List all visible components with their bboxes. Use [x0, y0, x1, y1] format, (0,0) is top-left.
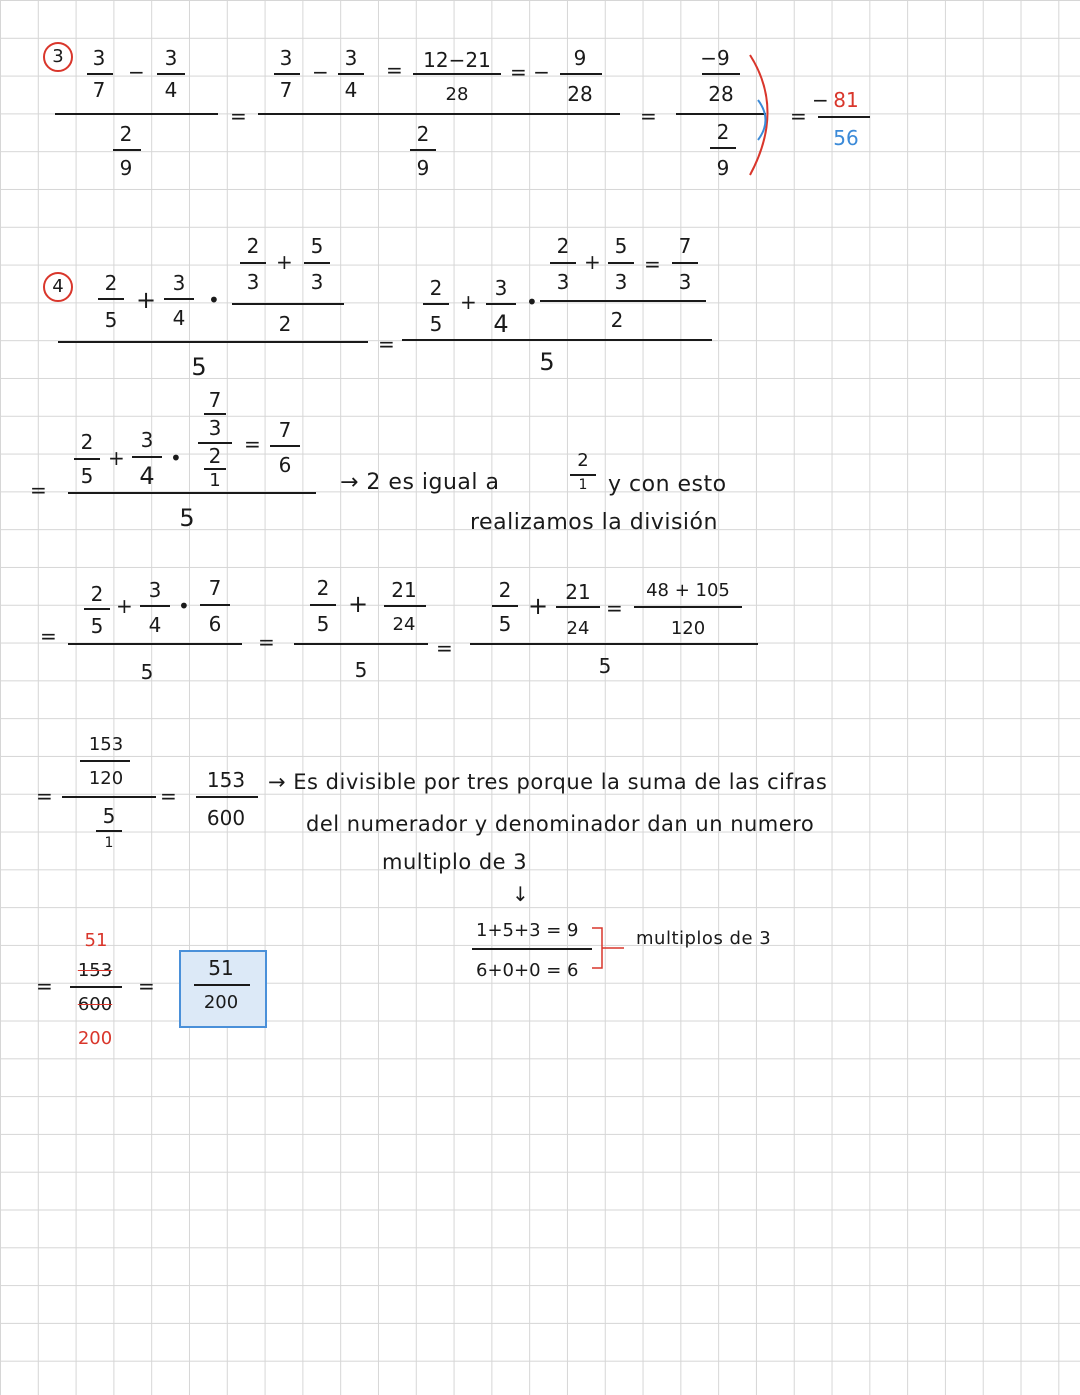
fraction-numerator: 2 — [119, 122, 133, 146]
fraction-numerator: 5 — [310, 234, 324, 258]
fraction-numerator: 12−21 — [423, 48, 491, 72]
fraction-bar — [157, 73, 185, 75]
fraction-numerator: −9 — [700, 46, 730, 70]
blue-bracket-icon — [755, 95, 775, 145]
fraction-denominator: 5 — [429, 312, 443, 336]
fraction-denominator: 2 — [610, 308, 624, 332]
exercise-number-4: 4 — [43, 272, 73, 302]
exercise-number-3: 3 — [43, 42, 73, 72]
fraction-numerator: 3 — [164, 46, 178, 70]
fraction-bar — [200, 604, 230, 606]
fraction-bar — [556, 606, 600, 608]
fraction-bar — [310, 604, 336, 606]
fraction-bar — [486, 303, 516, 305]
fraction-denominator: 5 — [539, 348, 555, 376]
minus-sign: − — [128, 60, 145, 84]
note-text: del numerador y denominador dan un numero — [306, 812, 815, 836]
fraction-numerator: 3 — [208, 416, 222, 440]
fraction-bar — [164, 298, 194, 300]
fraction-bar — [702, 73, 740, 75]
fraction-numerator: 2 — [246, 234, 260, 258]
equals-sign: = — [258, 630, 275, 654]
fraction-numerator: 21 — [391, 578, 417, 602]
plus-sign: + — [584, 250, 601, 274]
fraction-denominator: 28 — [567, 82, 593, 106]
fraction-numerator: 2 — [316, 576, 330, 600]
fraction-denominator: 5 — [598, 654, 612, 678]
fraction-denominator: 4 — [164, 78, 178, 102]
dot-operator: • — [526, 290, 538, 314]
fraction-numerator: 2 — [556, 234, 570, 258]
fraction-bar — [550, 262, 576, 264]
fraction-denominator: 5 — [316, 612, 330, 636]
fraction-bar — [87, 73, 113, 75]
main-fraction-bar — [258, 113, 620, 115]
fraction-denominator: 7 — [92, 78, 106, 102]
fraction-numerator: 2 — [104, 271, 118, 295]
fraction-denominator: 5 — [179, 504, 195, 532]
note-text: multiplos de 3 — [636, 928, 772, 949]
plus-sign: + — [108, 446, 125, 470]
equals-sign: = — [790, 104, 807, 128]
fraction-bar — [710, 147, 736, 149]
fraction-bar — [634, 606, 742, 608]
fraction-denominator: 28 — [445, 84, 469, 105]
note-fraction-bar — [570, 474, 596, 476]
fraction-numerator: 2 — [90, 582, 104, 606]
final-numerator: 51 — [208, 956, 234, 980]
note-text: → Es divisible por tres porque la suma de las cifras — [268, 770, 828, 794]
main-fraction-bar — [62, 796, 156, 798]
fraction-numerator: 5 — [102, 804, 116, 828]
fraction-bar — [196, 796, 258, 798]
fraction-denominator: 3 — [556, 270, 570, 294]
fraction-numerator: 3 — [92, 46, 106, 70]
note-text: realizamos la división — [470, 510, 718, 535]
note-fraction-numerator: 2 — [577, 450, 589, 471]
plus-sign: + — [116, 594, 133, 618]
fraction-denominator: 600 — [206, 806, 246, 830]
equals-sign: = — [640, 104, 657, 128]
fraction-numerator: 7 — [208, 576, 222, 600]
equals-sign: = — [36, 784, 53, 808]
equals-sign: = — [244, 432, 261, 456]
fraction-bar — [304, 262, 330, 264]
result-numerator: 81 — [833, 88, 859, 112]
fraction-numerator: 7 — [278, 418, 292, 442]
dot-operator: • — [208, 288, 220, 312]
equals-sign: = — [160, 784, 177, 808]
fraction-denominator: 3 — [614, 270, 628, 294]
fraction-bar — [113, 149, 141, 151]
fraction-bar — [204, 413, 226, 415]
main-fraction-bar — [68, 643, 242, 645]
fraction-denominator: 6 — [208, 612, 222, 636]
fraction-numerator: 2 — [498, 578, 512, 602]
fraction-denominator: 9 — [416, 156, 430, 180]
fraction-numerator: 9 — [573, 46, 587, 70]
fraction-numerator: 5 — [614, 234, 628, 258]
fraction-denominator: 6 — [278, 453, 292, 477]
fraction-numerator: 3 — [494, 276, 508, 300]
fraction-bar — [270, 445, 300, 447]
fraction-denominator: 1 — [104, 835, 114, 851]
fraction-bar — [74, 458, 100, 460]
fraction-denominator: 4 — [139, 462, 155, 490]
fraction-bar — [84, 608, 110, 610]
dot-operator: • — [178, 594, 190, 618]
plus-sign: + — [276, 250, 293, 274]
equals-sign: = — [378, 332, 395, 356]
fraction-denominator: 5 — [354, 658, 368, 682]
fraction-denominator: 4 — [172, 306, 186, 330]
fraction-bar — [540, 300, 706, 302]
main-fraction-bar — [294, 643, 428, 645]
equals-sign: = — [436, 636, 453, 660]
fraction-numerator: 153 — [77, 960, 113, 981]
fraction-denominator: 5 — [104, 308, 118, 332]
fraction-numerator: 3 — [148, 578, 162, 602]
fraction-bar — [96, 830, 122, 832]
digit-sum: 6+0+0 = 6 — [476, 960, 579, 981]
minus-sign: − — [312, 60, 329, 84]
fraction-bar — [274, 73, 300, 75]
fraction-denominator: 9 — [119, 156, 133, 180]
plus-sign: + — [460, 290, 477, 314]
fraction-denominator: 5 — [90, 614, 104, 638]
equals-sign: = — [40, 624, 57, 648]
main-fraction-bar — [470, 643, 758, 645]
fraction-numerator: 2 — [416, 122, 430, 146]
fraction-bar — [140, 605, 170, 607]
fraction-denominator: 3 — [246, 270, 260, 294]
note-fraction-denominator: 1 — [578, 477, 588, 493]
fraction-denominator: 5 — [191, 353, 207, 381]
result-bar — [818, 116, 870, 118]
fraction-denominator: 5 — [498, 612, 512, 636]
fraction-denominator: 28 — [708, 82, 734, 106]
fraction-numerator: 2 — [208, 444, 222, 468]
final-denominator: 200 — [203, 992, 239, 1013]
final-fraction-bar — [194, 984, 250, 986]
equals-sign: = — [386, 58, 403, 82]
fraction-numerator: 3 — [140, 428, 154, 452]
equals-sign: = — [36, 974, 53, 998]
fraction-bar — [608, 262, 634, 264]
reduced-numerator: 51 — [84, 930, 108, 951]
equals-sign: = — [138, 974, 155, 998]
fraction-bar — [80, 760, 130, 762]
note-text: → 2 es igual a — [340, 470, 500, 495]
fraction-bar — [132, 456, 162, 458]
fraction-numerator: 48 + 105 — [646, 580, 730, 601]
fraction-bar — [672, 262, 698, 264]
equals-minus: = − — [510, 60, 550, 84]
fraction-denominator: 4 — [148, 613, 162, 637]
plus-sign: + — [348, 590, 369, 618]
plus-sign: + — [528, 592, 549, 620]
fraction-bar — [240, 262, 266, 264]
fraction-numerator: 3 — [279, 46, 293, 70]
fraction-denominator: 9 — [716, 156, 730, 180]
down-arrow-icon: ↓ — [512, 882, 529, 906]
sum-divider — [472, 948, 592, 950]
fraction-bar — [410, 149, 436, 151]
fraction-bar — [423, 303, 449, 305]
main-fraction-bar — [68, 492, 316, 494]
bracket-icon — [590, 920, 630, 980]
fraction-bar — [492, 605, 518, 607]
fraction-numerator: 3 — [344, 46, 358, 70]
reduced-denominator: 200 — [77, 1028, 113, 1049]
fraction-bar — [413, 73, 501, 75]
fraction-denominator: 5 — [140, 660, 154, 684]
fraction-numerator: 2 — [716, 120, 730, 144]
equals-sign: = — [644, 252, 661, 276]
main-fraction-bar — [55, 113, 218, 115]
fraction-denominator: 1 — [209, 470, 221, 491]
fraction-bar — [384, 605, 426, 607]
main-fraction-bar — [58, 341, 368, 343]
fraction-numerator: 7 — [678, 234, 692, 258]
fraction-top: 7 — [208, 388, 222, 412]
equals-sign: = — [230, 104, 247, 128]
note-text: multiplo de 3 — [382, 850, 528, 874]
fraction-denominator: 2 — [278, 312, 292, 336]
digit-sum: 1+5+3 = 9 — [476, 920, 579, 941]
result-denominator: 56 — [833, 126, 859, 150]
fraction-denominator: 7 — [279, 78, 293, 102]
dot-operator: • — [170, 446, 182, 470]
fraction-bar — [98, 298, 124, 300]
fraction-bar — [338, 73, 364, 75]
main-fraction-bar — [402, 339, 712, 341]
fraction-denominator: 4 — [344, 78, 358, 102]
fraction-bar — [70, 986, 122, 988]
fraction-denominator: 3 — [310, 270, 324, 294]
equals-sign: = — [606, 596, 623, 620]
fraction-denominator: 120 — [88, 768, 124, 789]
plus-sign: + — [136, 286, 157, 314]
result-sign: − — [812, 88, 829, 112]
fraction-numerator: 153 — [206, 768, 246, 792]
fraction-denominator: 24 — [392, 614, 416, 635]
fraction-bar — [560, 73, 602, 75]
fraction-denominator: 5 — [80, 464, 94, 488]
fraction-denominator: 3 — [678, 270, 692, 294]
fraction-bar — [232, 303, 344, 305]
fraction-denominator: 24 — [566, 618, 590, 639]
fraction-denominator: 120 — [670, 618, 706, 639]
fraction-numerator: 3 — [172, 271, 186, 295]
fraction-numerator: 2 — [80, 430, 94, 454]
note-text: y con esto — [608, 472, 727, 497]
fraction-denominator: 4 — [493, 310, 509, 338]
fraction-numerator: 21 — [565, 580, 591, 604]
fraction-denominator: 600 — [77, 994, 113, 1015]
equals-sign: = — [30, 478, 47, 502]
fraction-numerator: 2 — [429, 276, 443, 300]
fraction-numerator: 153 — [88, 734, 124, 755]
